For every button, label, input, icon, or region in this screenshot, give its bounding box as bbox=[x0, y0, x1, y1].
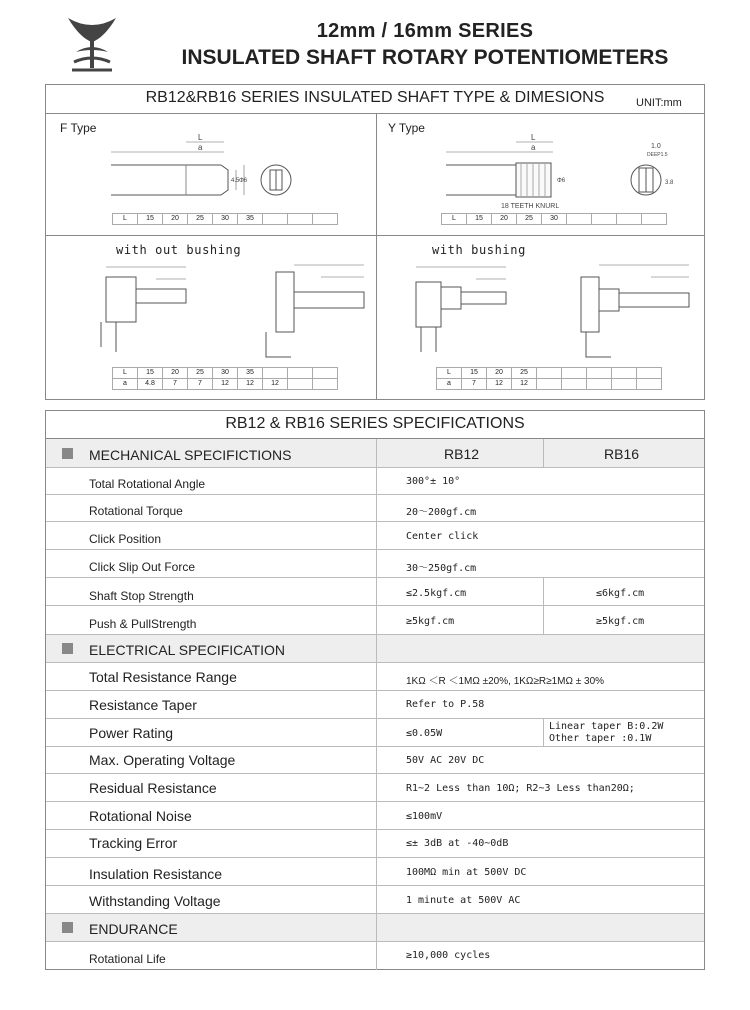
page-title-line1: 12mm / 16mm SERIES bbox=[316, 20, 534, 42]
with-bushing-drawing bbox=[396, 257, 696, 367]
unit-label: UNIT:mm bbox=[636, 97, 682, 109]
specifications-panel bbox=[45, 410, 705, 970]
without-bushing-label: with out bushing bbox=[116, 243, 242, 257]
company-logo-icon bbox=[64, 12, 120, 74]
electrical-section-label: ELECTRICAL SPECIFICATION bbox=[89, 642, 286, 658]
spec-row: Total Resistance Range 1KΩ ＜R ＜1MΩ ±20%, 1KΩ≥R≥1MΩ ± 30% bbox=[46, 663, 704, 691]
endurance-section-header bbox=[46, 914, 704, 942]
specs-title: RB12 & RB16 SERIES SPECIFICATIONS bbox=[225, 415, 525, 432]
y-type-shaft-drawing bbox=[441, 130, 701, 215]
spec-row: Rotational Torque 20～200gf.cm bbox=[46, 495, 704, 522]
spec-row: Power Rating ≤0.05W Linear taper B:0.2W Other taper :0.1W bbox=[46, 719, 704, 747]
y-type-dimension-table: L 15 20 25 30 bbox=[441, 213, 667, 225]
f-type-dimension-table: L 15 20 25 30 35 bbox=[112, 213, 338, 225]
column-rb16: RB16 bbox=[604, 446, 640, 462]
spec-row: Withstanding Voltage 1 minute at 500V AC bbox=[46, 886, 704, 914]
dimensions-title: RB12&RB16 SERIES INSULATED SHAFT TYPE & DIMESIONS bbox=[145, 89, 605, 106]
page-title-line2: INSULATED SHAFT ROTARY POTENTIOMETERS bbox=[181, 46, 669, 69]
mechanical-section-label: MECHANICAL SPECIFICTIONS bbox=[89, 447, 292, 463]
spec-row: Max. Operating Voltage 50V AC 20V DC bbox=[46, 747, 704, 774]
y-dim-a: a bbox=[531, 143, 536, 152]
spec-row: Total Rotational Angle 300°± 10° bbox=[46, 468, 704, 495]
with-bushing-label: with bushing bbox=[432, 243, 526, 257]
spec-row: Insulation Resistance 100MΩ min at 500V DC bbox=[46, 858, 704, 886]
f-dim-6: Φ6 bbox=[239, 178, 248, 184]
spec-row: Shaft Stop Strength ≤2.5kgf.cm ≤6kgf.cm bbox=[46, 578, 704, 606]
y-knurl-label: 18 TEETH KNURL bbox=[501, 203, 560, 210]
without-bushing-drawing bbox=[66, 257, 366, 367]
spec-row: Resistance Taper Refer to P.58 bbox=[46, 691, 704, 719]
spec-row: Click Position Center click bbox=[46, 522, 704, 550]
y-dim-38: 3.8 bbox=[665, 180, 674, 186]
f-dim-L: L bbox=[198, 133, 203, 142]
y-dim-6: Φ6 bbox=[557, 178, 566, 184]
spec-row: Click Slip Out Force 30～250gf.cm bbox=[46, 550, 704, 578]
without-bushing-table: L 15 20 25 30 35 a 4.8 7 7 12 12 12 bbox=[112, 367, 338, 390]
spec-row: Residual Resistance R1~2 Less than 10Ω; R2~3 Less than20Ω; bbox=[46, 774, 704, 802]
f-type-shaft-drawing bbox=[106, 130, 366, 215]
section-square-icon bbox=[62, 922, 73, 933]
y-dim-10: 1.0 bbox=[651, 143, 661, 150]
column-rb12: RB12 bbox=[444, 446, 480, 462]
spec-row: Tracking Error ≤± 3dB at -40~0dB bbox=[46, 830, 704, 858]
mechanical-section-header bbox=[46, 439, 704, 468]
y-deep-label: DEEP1.5 bbox=[647, 152, 668, 158]
y-dim-L: L bbox=[531, 133, 536, 142]
f-dim-a: a bbox=[198, 143, 203, 152]
f-type-label: F Type bbox=[60, 121, 97, 135]
spec-row: Rotational Life ≥10,000 cycles bbox=[89, 950, 491, 966]
spec-row: Push & PullStrength ≥5kgf.cm ≥5kgf.cm bbox=[46, 606, 704, 635]
dimensions-panel bbox=[45, 84, 705, 400]
section-square-icon bbox=[62, 448, 73, 459]
f-dim-45: 4.5 bbox=[231, 178, 240, 184]
y-type-label: Y Type bbox=[388, 121, 425, 135]
with-bushing-table: L 15 20 25 a 7 12 12 bbox=[436, 367, 662, 390]
spec-row: Rotational Noise ≤100mV bbox=[46, 802, 704, 830]
electrical-section-header bbox=[46, 635, 704, 663]
endurance-section-label: ENDURANCE bbox=[89, 921, 178, 937]
section-square-icon bbox=[62, 643, 73, 654]
